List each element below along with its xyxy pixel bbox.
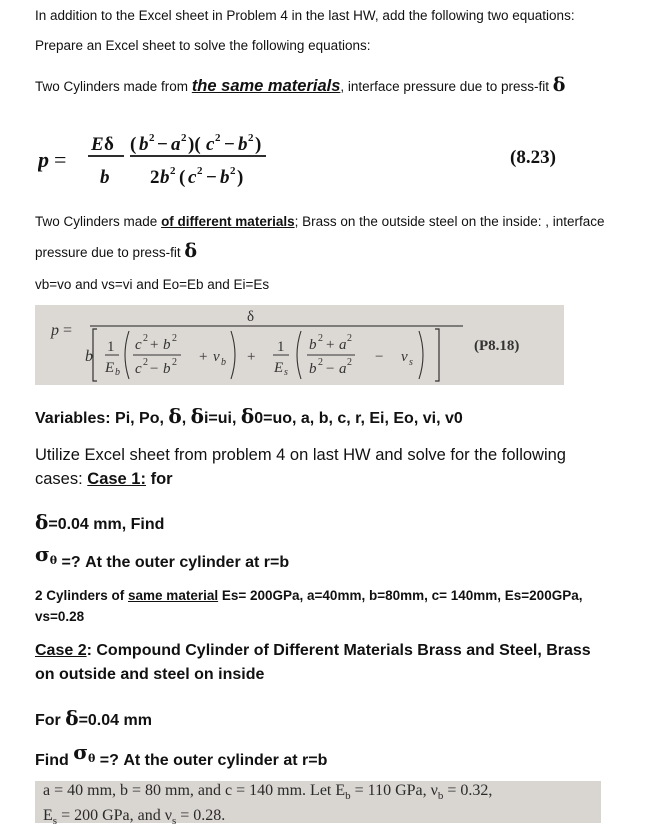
- svg-text:c: c: [135, 361, 142, 377]
- svg-text:2: 2: [318, 333, 323, 344]
- svg-text:2: 2: [248, 132, 254, 144]
- case-1-sigma-text: =? At the outer cylinder at r=b: [57, 554, 290, 571]
- utilize-line-1: Utilize Excel sheet from problem 4 on last HW and solve for the following: [35, 446, 566, 464]
- theta-subscript: θ: [87, 752, 96, 765]
- svg-text:c: c: [135, 337, 142, 353]
- case-1-desc-emphasis: same material: [128, 588, 219, 603]
- svg-text:(: (: [179, 167, 186, 188]
- intro-line-1: In addition to the Excel sheet in Problem 4 in the last HW, add the following two equations:: [35, 8, 575, 23]
- svg-text:−: −: [375, 349, 384, 365]
- svg-text:)(: )(: [188, 134, 201, 155]
- theta-subscript: θ: [49, 554, 58, 567]
- svg-text:2: 2: [172, 333, 177, 344]
- case-1-for: for: [145, 470, 173, 488]
- svg-text:b: b: [139, 134, 149, 155]
- svg-text:a: a: [171, 134, 181, 155]
- svg-text:2: 2: [143, 357, 148, 368]
- given-line-1: [35, 781, 601, 806]
- same-material-emphasis: the same materials: [191, 77, 341, 95]
- svg-text:E: E: [105, 360, 115, 376]
- svg-text:−: −: [326, 361, 335, 377]
- given-sub-vs: s: [171, 815, 177, 828]
- svg-text:=: =: [54, 147, 67, 172]
- given-line-2-end: = 0.28.: [176, 807, 226, 825]
- svg-text:2: 2: [150, 167, 160, 188]
- svg-text:2: 2: [149, 132, 155, 144]
- svg-text:a: a: [339, 337, 347, 353]
- svg-text:a: a: [339, 361, 347, 377]
- delta-symbol: δ: [65, 706, 79, 730]
- case-1-desc-tail: Es= 200GPa, a=40mm, b=80mm, c= 140mm, Es=200GPa,: [218, 588, 583, 603]
- case-1-description: [35, 587, 582, 605]
- case-2-title-line-2: on outside and steel on inside: [35, 666, 265, 683]
- svg-text:): ): [237, 167, 244, 188]
- case-1-sigma-line: [35, 542, 290, 578]
- svg-text:2: 2: [197, 165, 203, 177]
- svg-text:−: −: [206, 167, 217, 188]
- svg-text:b: b: [100, 167, 110, 188]
- utilize-cases-lead: cases:: [35, 470, 88, 488]
- utilize-line-2: [35, 468, 173, 490]
- svg-text:2: 2: [215, 132, 221, 144]
- given-sub-eb: b: [345, 790, 351, 803]
- svg-text:b: b: [309, 361, 317, 377]
- given-line-2: [35, 806, 601, 831]
- variables-mid-2: i=ui,: [203, 410, 241, 427]
- svg-text:b: b: [238, 134, 248, 155]
- different-material-tail: ; Brass on the outside steel on the inside: , interface: [294, 214, 605, 229]
- svg-text:+: +: [247, 349, 256, 365]
- case-2-for: For: [35, 712, 66, 729]
- svg-text:+: +: [150, 337, 159, 353]
- variables-label: Variables: Pi, Po,: [35, 410, 169, 427]
- case-1-label: Case 1:: [87, 470, 146, 488]
- case-1-description-line-2: vs=0.28: [35, 609, 85, 624]
- sigma-symbol: σ: [73, 740, 88, 764]
- svg-text:b: b: [115, 367, 120, 378]
- case-2-delta-line: [35, 706, 152, 733]
- case-1-delta-line: [35, 510, 164, 537]
- svg-text:c: c: [188, 167, 197, 188]
- equation-number-p8-18: (P8.18): [474, 338, 520, 354]
- svg-text:2: 2: [230, 165, 236, 177]
- case-2-title: [35, 639, 591, 663]
- svg-text:+: +: [199, 349, 208, 365]
- svg-text:b: b: [309, 337, 317, 353]
- svg-text:E: E: [91, 134, 104, 155]
- delta-symbol: δ: [240, 404, 255, 428]
- different-material-line-2: [35, 242, 197, 262]
- svg-text:): ): [255, 134, 262, 155]
- given-line-1-text: a = 40 mm, b = 80 mm, and c = 140 mm. Let E: [43, 782, 346, 799]
- delta-symbol: δ: [168, 404, 182, 428]
- svg-text:b: b: [221, 357, 226, 368]
- given-line-2-mid: = 200 GPa, and ν: [57, 807, 172, 825]
- given-sub-es: s: [52, 815, 58, 828]
- svg-text:ν: ν: [213, 349, 220, 365]
- svg-text:ν: ν: [401, 349, 408, 365]
- case-1-delta-text: =0.04 mm, Find: [48, 516, 165, 533]
- case-2-given-values: [35, 781, 601, 828]
- svg-text:b: b: [220, 167, 230, 188]
- svg-text:2: 2: [347, 333, 352, 344]
- case-2-title-tail: : Compound Cylinder of Different Materials Brass and Steel, Brass: [86, 642, 591, 659]
- case-2-find: Find: [35, 752, 74, 769]
- svg-text:p: p: [51, 322, 59, 339]
- svg-text:2: 2: [181, 132, 187, 144]
- delta-symbol: δ: [35, 510, 49, 534]
- same-material-heading: [35, 76, 565, 96]
- variables-mid-1: ,: [181, 410, 191, 427]
- intro-line-2: Prepare an Excel sheet to solve the following equations:: [35, 38, 371, 53]
- different-material-line-1: [35, 213, 605, 231]
- svg-text:c: c: [206, 134, 215, 155]
- case-1-desc-lead: 2 Cylinders of: [35, 588, 129, 603]
- case-2-sigma-text: =? At the outer cylinder at r=b: [95, 752, 328, 769]
- given-line-1-end: = 0.32,: [443, 782, 493, 799]
- svg-text:2: 2: [143, 333, 148, 344]
- svg-text:1: 1: [277, 339, 285, 355]
- case-2-label: Case 2: [35, 642, 87, 659]
- svg-text:−: −: [150, 361, 159, 377]
- same-material-tail: , interface pressure due to press-fit: [340, 79, 553, 94]
- different-material-lead: Two Cylinders made: [35, 214, 162, 229]
- svg-text:(: (: [130, 134, 137, 155]
- given-line-2-lead: E: [43, 807, 53, 825]
- given-sub-vb: b: [437, 790, 444, 803]
- svg-text:b: b: [160, 167, 170, 188]
- given-line-1-mid: = 110 GPa, ν: [350, 782, 438, 799]
- different-material-line2-text: pressure due to press-fit: [35, 245, 185, 260]
- delta-symbol: δ: [190, 404, 204, 428]
- sigma-symbol: σ: [35, 542, 50, 566]
- svg-text:s: s: [284, 367, 288, 378]
- svg-text:p: p: [38, 147, 49, 172]
- svg-text:s: s: [409, 357, 413, 368]
- svg-text:−: −: [157, 134, 168, 155]
- material-conditions: vb=vo and vs=vi and Eo=Eb and Ei=Es: [35, 277, 270, 292]
- svg-text:δ: δ: [247, 309, 255, 325]
- case-2-sigma-line: [35, 740, 328, 776]
- variables-tail: 0=uo, a, b, c, r, Ei, Eo, vi, v0: [254, 410, 463, 427]
- svg-text:2: 2: [172, 357, 177, 368]
- delta-symbol: δ: [552, 74, 566, 96]
- svg-text:2: 2: [318, 357, 323, 368]
- variables-line: [35, 404, 463, 431]
- case-2-delta-text: =0.04 mm: [78, 712, 152, 729]
- svg-text:2: 2: [170, 165, 176, 177]
- svg-text:δ: δ: [104, 134, 114, 155]
- same-material-lead: Two Cylinders made from: [35, 79, 192, 94]
- equation-number-8-23: (8.23): [510, 147, 556, 168]
- svg-text:b: b: [85, 348, 93, 365]
- svg-text:+: +: [326, 337, 335, 353]
- delta-symbol: δ: [184, 240, 198, 262]
- svg-text:1: 1: [107, 339, 115, 355]
- svg-text:−: −: [224, 134, 235, 155]
- svg-text:b: b: [163, 337, 171, 353]
- different-material-emphasis: of different materials: [161, 214, 295, 229]
- svg-text:=: =: [63, 322, 73, 339]
- svg-text:b: b: [163, 361, 171, 377]
- equation-8-23: [38, 125, 308, 195]
- svg-text:E: E: [274, 360, 284, 376]
- svg-text:2: 2: [347, 357, 352, 368]
- equation-8-23-graphic: [38, 125, 308, 195]
